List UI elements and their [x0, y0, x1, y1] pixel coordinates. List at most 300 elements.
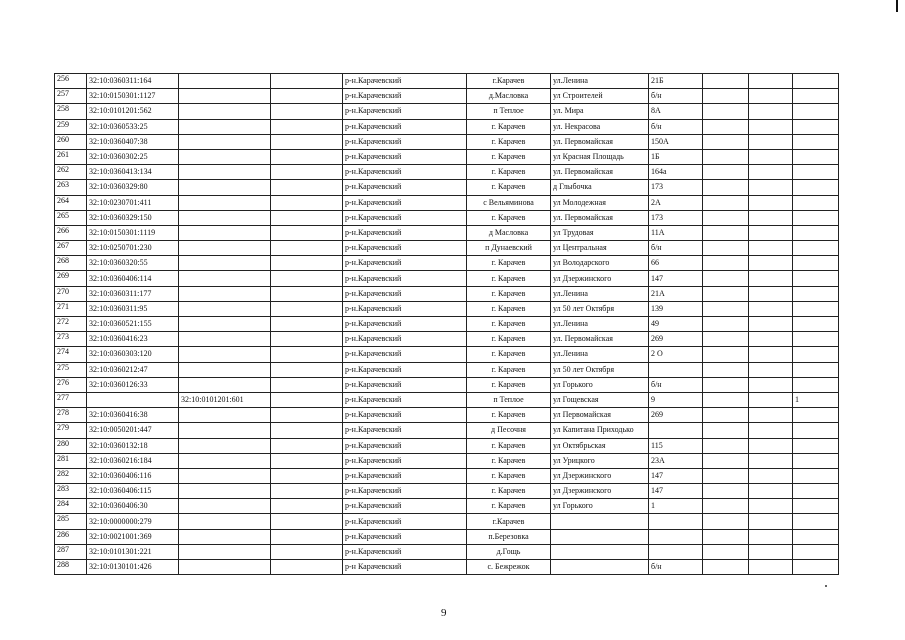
col-9-cell	[703, 301, 749, 316]
row-number-cell: 284	[55, 499, 87, 514]
house-number-cell: 66	[649, 256, 703, 271]
row-number-cell: 270	[55, 286, 87, 301]
blank-col-cell	[271, 286, 343, 301]
cadastral-number-alt-cell	[179, 423, 271, 438]
col-10-cell	[749, 362, 793, 377]
table-row	[55, 119, 839, 134]
row-number-cell: 281	[55, 453, 87, 468]
col-9-cell	[703, 468, 749, 483]
col-9-cell	[703, 438, 749, 453]
settlement-cell: г. Карачев	[467, 438, 551, 453]
registry-table-container	[54, 73, 839, 575]
blank-col-cell	[271, 165, 343, 180]
district-cell: р-н.Карачевский	[343, 104, 467, 119]
district-cell: р-н Карачевский	[343, 560, 467, 575]
row-number-cell: 269	[55, 271, 87, 286]
house-number-cell: 49	[649, 317, 703, 332]
blank-col-cell	[271, 256, 343, 271]
blank-col-cell	[271, 499, 343, 514]
col-10-cell	[749, 392, 793, 407]
street-cell: ул.Ленина	[551, 317, 649, 332]
col-11-cell	[793, 544, 839, 559]
blank-col-cell	[271, 119, 343, 134]
col-11-cell	[793, 256, 839, 271]
col-9-cell	[703, 104, 749, 119]
row-number-cell: 258	[55, 104, 87, 119]
col-9-cell	[703, 377, 749, 392]
table-row	[55, 195, 839, 210]
settlement-cell: г. Карачев	[467, 362, 551, 377]
table-row	[55, 74, 839, 89]
settlement-cell: п Дунаевский	[467, 241, 551, 256]
street-cell	[551, 560, 649, 575]
cadastral-number-alt-cell	[179, 347, 271, 362]
district-cell: р-н.Карачевский	[343, 317, 467, 332]
blank-col-cell	[271, 225, 343, 240]
settlement-cell: г. Карачев	[467, 180, 551, 195]
cadastral-number-cell: 32:10:0360302:25	[87, 149, 179, 164]
settlement-cell: г. Карачев	[467, 468, 551, 483]
col-9-cell	[703, 499, 749, 514]
district-cell: р-н.Карачевский	[343, 195, 467, 210]
col-9-cell	[703, 347, 749, 362]
cadastral-number-alt-cell	[179, 529, 271, 544]
cadastral-number-alt-cell: 32:10:0101201:601	[179, 392, 271, 407]
table-row	[55, 180, 839, 195]
settlement-cell: г. Карачев	[467, 165, 551, 180]
cadastral-number-alt-cell	[179, 74, 271, 89]
col-10-cell	[749, 438, 793, 453]
row-number-cell: 260	[55, 134, 87, 149]
street-cell: ул. Первомайская	[551, 165, 649, 180]
house-number-cell: 150А	[649, 134, 703, 149]
row-number-cell: 256	[55, 74, 87, 89]
cadastral-number-alt-cell	[179, 241, 271, 256]
row-number-cell: 263	[55, 180, 87, 195]
street-cell: ул Октябрьская	[551, 438, 649, 453]
cadastral-number-alt-cell	[179, 256, 271, 271]
col-10-cell	[749, 499, 793, 514]
row-number-cell: 265	[55, 210, 87, 225]
table-row	[55, 149, 839, 164]
cadastral-number-alt-cell	[179, 195, 271, 210]
district-cell: р-н.Карачевский	[343, 499, 467, 514]
settlement-cell: д Масловка	[467, 225, 551, 240]
district-cell: р-н.Карачевский	[343, 74, 467, 89]
cadastral-number-cell: 32:10:0021001:369	[87, 529, 179, 544]
col-9-cell	[703, 225, 749, 240]
col-9-cell	[703, 271, 749, 286]
cadastral-number-alt-cell	[179, 180, 271, 195]
street-cell: ул Капитана Приходько	[551, 423, 649, 438]
cadastral-number-alt-cell	[179, 210, 271, 225]
street-cell: ул Строителей	[551, 89, 649, 104]
col-9-cell	[703, 560, 749, 575]
settlement-cell: г. Карачев	[467, 149, 551, 164]
col-10-cell	[749, 317, 793, 332]
col-9-cell	[703, 165, 749, 180]
cadastral-number-cell: 32:10:0150301:1119	[87, 225, 179, 240]
col-10-cell	[749, 560, 793, 575]
blank-col-cell	[271, 149, 343, 164]
district-cell: р-н.Карачевский	[343, 529, 467, 544]
row-number-cell: 266	[55, 225, 87, 240]
col-10-cell	[749, 104, 793, 119]
cadastral-number-alt-cell	[179, 165, 271, 180]
row-number-cell: 262	[55, 165, 87, 180]
col-10-cell	[749, 89, 793, 104]
col-9-cell	[703, 134, 749, 149]
col-11-cell	[793, 74, 839, 89]
house-number-cell: 23А	[649, 453, 703, 468]
settlement-cell: г. Карачев	[467, 499, 551, 514]
row-number-cell: 261	[55, 149, 87, 164]
house-number-cell: б/н	[649, 560, 703, 575]
district-cell: р-н.Карачевский	[343, 453, 467, 468]
cadastral-number-cell: 32:10:0150301:1127	[87, 89, 179, 104]
blank-col-cell	[271, 332, 343, 347]
street-cell: ул Дзержинского	[551, 468, 649, 483]
col-10-cell	[749, 180, 793, 195]
cadastral-number-alt-cell	[179, 438, 271, 453]
settlement-cell: г. Карачев	[467, 286, 551, 301]
col-9-cell	[703, 317, 749, 332]
table-body	[55, 74, 839, 575]
cadastral-number-cell: 32:10:0360132:18	[87, 438, 179, 453]
house-number-cell: 139	[649, 301, 703, 316]
col-11-cell	[793, 438, 839, 453]
district-cell: р-н.Карачевский	[343, 256, 467, 271]
row-number-cell: 282	[55, 468, 87, 483]
col-9-cell	[703, 180, 749, 195]
col-10-cell	[749, 210, 793, 225]
settlement-cell: г. Карачев	[467, 453, 551, 468]
col-9-cell	[703, 119, 749, 134]
street-cell: ул.Ленина	[551, 347, 649, 362]
table-row	[55, 453, 839, 468]
cadastral-number-cell: 32:10:0101201:562	[87, 104, 179, 119]
col-9-cell	[703, 210, 749, 225]
col-11-cell	[793, 347, 839, 362]
cadastral-number-alt-cell	[179, 362, 271, 377]
col-10-cell	[749, 225, 793, 240]
street-cell: ул Дзержинского	[551, 484, 649, 499]
col-10-cell	[749, 286, 793, 301]
cadastral-number-cell: 32:10:0360126:33	[87, 377, 179, 392]
house-number-cell	[649, 514, 703, 529]
blank-col-cell	[271, 74, 343, 89]
district-cell: р-н.Карачевский	[343, 438, 467, 453]
blank-col-cell	[271, 89, 343, 104]
row-number-cell: 268	[55, 256, 87, 271]
col-11-cell	[793, 271, 839, 286]
col-9-cell	[703, 256, 749, 271]
cadastral-number-cell: 32:10:0360407:38	[87, 134, 179, 149]
row-number-cell: 278	[55, 408, 87, 423]
col-9-cell	[703, 529, 749, 544]
col-10-cell	[749, 119, 793, 134]
table-row	[55, 377, 839, 392]
blank-col-cell	[271, 362, 343, 377]
house-number-cell: 147	[649, 484, 703, 499]
settlement-cell: г. Карачев	[467, 317, 551, 332]
house-number-cell: 115	[649, 438, 703, 453]
row-number-cell: 274	[55, 347, 87, 362]
street-cell: ул Красная Площадь	[551, 149, 649, 164]
cadastral-number-cell: 32:10:0360311:177	[87, 286, 179, 301]
table-row	[55, 560, 839, 575]
settlement-cell: г. Карачев	[467, 134, 551, 149]
house-number-cell: 11А	[649, 225, 703, 240]
cadastral-number-alt-cell	[179, 89, 271, 104]
blank-col-cell	[271, 210, 343, 225]
cadastral-number-cell: 32:10:0000000:279	[87, 514, 179, 529]
blank-col-cell	[271, 134, 343, 149]
col-10-cell	[749, 301, 793, 316]
settlement-cell: п Теплое	[467, 104, 551, 119]
row-number-cell: 285	[55, 514, 87, 529]
col-9-cell	[703, 149, 749, 164]
row-number-cell: 257	[55, 89, 87, 104]
street-cell: ул 50 лет Октября	[551, 362, 649, 377]
col-11-cell	[793, 362, 839, 377]
blank-col-cell	[271, 195, 343, 210]
table-row	[55, 544, 839, 559]
settlement-cell: г. Карачев	[467, 377, 551, 392]
blank-col-cell	[271, 104, 343, 119]
cadastral-number-cell: 32:10:0250701:230	[87, 241, 179, 256]
cadastral-number-cell: 32:10:0360329:150	[87, 210, 179, 225]
table-row	[55, 514, 839, 529]
col-11-cell	[793, 241, 839, 256]
col-9-cell	[703, 89, 749, 104]
col-11-cell	[793, 499, 839, 514]
row-number-cell: 259	[55, 119, 87, 134]
row-number-cell: 283	[55, 484, 87, 499]
blank-col-cell	[271, 453, 343, 468]
row-number-cell: 267	[55, 241, 87, 256]
cadastral-number-cell: 32:10:0360533:25	[87, 119, 179, 134]
street-cell: ул.Ленина	[551, 286, 649, 301]
table-row	[55, 529, 839, 544]
cadastral-number-alt-cell	[179, 560, 271, 575]
col-10-cell	[749, 74, 793, 89]
house-number-cell: б/н	[649, 119, 703, 134]
house-number-cell	[649, 423, 703, 438]
cadastral-number-cell: 32:10:0360216:184	[87, 453, 179, 468]
district-cell: р-н.Карачевский	[343, 165, 467, 180]
cadastral-number-alt-cell	[179, 104, 271, 119]
house-number-cell	[649, 544, 703, 559]
settlement-cell: д.Масловка	[467, 89, 551, 104]
col-10-cell	[749, 408, 793, 423]
col-9-cell	[703, 332, 749, 347]
col-11-cell	[793, 484, 839, 499]
col-11-cell	[793, 468, 839, 483]
blank-col-cell	[271, 484, 343, 499]
district-cell: р-н.Карачевский	[343, 149, 467, 164]
street-cell: ул Горького	[551, 377, 649, 392]
col-11-cell	[793, 195, 839, 210]
street-cell	[551, 514, 649, 529]
col-11-cell: 1	[793, 392, 839, 407]
cadastral-number-cell: 32:10:0360212:47	[87, 362, 179, 377]
settlement-cell: с Вельяминова	[467, 195, 551, 210]
district-cell: р-н.Карачевский	[343, 408, 467, 423]
cadastral-number-cell: 32:10:0360406:114	[87, 271, 179, 286]
blank-col-cell	[271, 438, 343, 453]
col-9-cell	[703, 544, 749, 559]
table-row	[55, 438, 839, 453]
row-number-cell: 287	[55, 544, 87, 559]
col-10-cell	[749, 468, 793, 483]
col-9-cell	[703, 392, 749, 407]
street-cell: ул. Первомайская	[551, 210, 649, 225]
house-number-cell: 147	[649, 468, 703, 483]
house-number-cell: 269	[649, 408, 703, 423]
cadastral-number-cell: 32:10:0360413:134	[87, 165, 179, 180]
col-11-cell	[793, 514, 839, 529]
col-10-cell	[749, 423, 793, 438]
settlement-cell: г. Карачев	[467, 408, 551, 423]
district-cell: р-н.Карачевский	[343, 89, 467, 104]
district-cell: р-н.Карачевский	[343, 484, 467, 499]
col-9-cell	[703, 484, 749, 499]
street-cell: ул.Ленина	[551, 74, 649, 89]
blank-col-cell	[271, 392, 343, 407]
settlement-cell: г. Карачев	[467, 484, 551, 499]
cadastral-number-alt-cell	[179, 301, 271, 316]
col-9-cell	[703, 286, 749, 301]
col-11-cell	[793, 286, 839, 301]
table-row	[55, 271, 839, 286]
col-10-cell	[749, 241, 793, 256]
district-cell: р-н.Карачевский	[343, 301, 467, 316]
col-10-cell	[749, 195, 793, 210]
settlement-cell: г. Карачев	[467, 271, 551, 286]
cadastral-number-cell: 32:10:0050201:447	[87, 423, 179, 438]
table-row	[55, 210, 839, 225]
settlement-cell: с. Бежрежок	[467, 560, 551, 575]
street-cell	[551, 529, 649, 544]
row-number-cell: 279	[55, 423, 87, 438]
table-row	[55, 332, 839, 347]
cadastral-number-alt-cell	[179, 499, 271, 514]
cadastral-number-cell: 32:10:0230701:411	[87, 195, 179, 210]
house-number-cell: 1	[649, 499, 703, 514]
street-cell	[551, 544, 649, 559]
settlement-cell: д.Гощь	[467, 544, 551, 559]
house-number-cell: 164а	[649, 165, 703, 180]
cadastral-number-cell: 32:10:0360303:120	[87, 347, 179, 362]
house-number-cell: б/н	[649, 241, 703, 256]
cadastral-number-cell	[87, 392, 179, 407]
settlement-cell: г. Карачев	[467, 119, 551, 134]
col-11-cell	[793, 408, 839, 423]
table-row	[55, 165, 839, 180]
cadastral-number-cell: 32:10:0360311:95	[87, 301, 179, 316]
cadastral-number-cell: 32:10:0101301:221	[87, 544, 179, 559]
house-number-cell: 173	[649, 180, 703, 195]
col-11-cell	[793, 104, 839, 119]
table-row	[55, 408, 839, 423]
house-number-cell: 21А	[649, 286, 703, 301]
street-cell: ул. Первомайская	[551, 332, 649, 347]
district-cell: р-н.Карачевский	[343, 468, 467, 483]
cadastral-number-alt-cell	[179, 453, 271, 468]
row-number-cell: 271	[55, 301, 87, 316]
col-11-cell	[793, 317, 839, 332]
street-cell: ул Дзержинского	[551, 271, 649, 286]
col-9-cell	[703, 195, 749, 210]
col-9-cell	[703, 453, 749, 468]
street-cell: ул 50 лет Октября	[551, 301, 649, 316]
district-cell: р-н.Карачевский	[343, 514, 467, 529]
col-10-cell	[749, 149, 793, 164]
blank-col-cell	[271, 423, 343, 438]
street-cell: ул. Некрасова	[551, 119, 649, 134]
settlement-cell: г. Карачев	[467, 347, 551, 362]
street-cell: ул Горького	[551, 499, 649, 514]
table-row	[55, 301, 839, 316]
cadastral-number-alt-cell	[179, 134, 271, 149]
table-row	[55, 241, 839, 256]
cadastral-number-alt-cell	[179, 149, 271, 164]
col-10-cell	[749, 256, 793, 271]
house-number-cell	[649, 362, 703, 377]
cadastral-number-alt-cell	[179, 286, 271, 301]
blank-col-cell	[271, 271, 343, 286]
house-number-cell: б/н	[649, 377, 703, 392]
street-cell: ул Урицкого	[551, 453, 649, 468]
district-cell: р-н.Карачевский	[343, 225, 467, 240]
page-number: 9	[441, 607, 447, 619]
col-10-cell	[749, 332, 793, 347]
house-number-cell: 269	[649, 332, 703, 347]
col-9-cell	[703, 362, 749, 377]
blank-col-cell	[271, 377, 343, 392]
settlement-cell: д Песочня	[467, 423, 551, 438]
district-cell: р-н.Карачевский	[343, 180, 467, 195]
row-number-cell: 276	[55, 377, 87, 392]
cadastral-number-alt-cell	[179, 119, 271, 134]
row-number-cell: 286	[55, 529, 87, 544]
col-11-cell	[793, 180, 839, 195]
house-number-cell: 2 О	[649, 347, 703, 362]
cadastral-number-alt-cell	[179, 225, 271, 240]
table-row	[55, 256, 839, 271]
col-11-cell	[793, 89, 839, 104]
cadastral-number-alt-cell	[179, 317, 271, 332]
table-row	[55, 134, 839, 149]
cadastral-number-alt-cell	[179, 468, 271, 483]
settlement-cell: г.Карачев	[467, 74, 551, 89]
cadastral-number-cell: 32:10:0360406:30	[87, 499, 179, 514]
table-row	[55, 225, 839, 240]
col-10-cell	[749, 529, 793, 544]
house-number-cell: 1Б	[649, 149, 703, 164]
col-10-cell	[749, 134, 793, 149]
blank-col-cell	[271, 529, 343, 544]
row-number-cell: 264	[55, 195, 87, 210]
district-cell: р-н.Карачевский	[343, 210, 467, 225]
cadastral-number-cell: 32:10:0360406:115	[87, 484, 179, 499]
row-number-cell: 275	[55, 362, 87, 377]
cadastral-number-alt-cell	[179, 271, 271, 286]
street-cell: ул Трудовая	[551, 225, 649, 240]
cadastral-number-alt-cell	[179, 484, 271, 499]
settlement-cell: п.Березовка	[467, 529, 551, 544]
